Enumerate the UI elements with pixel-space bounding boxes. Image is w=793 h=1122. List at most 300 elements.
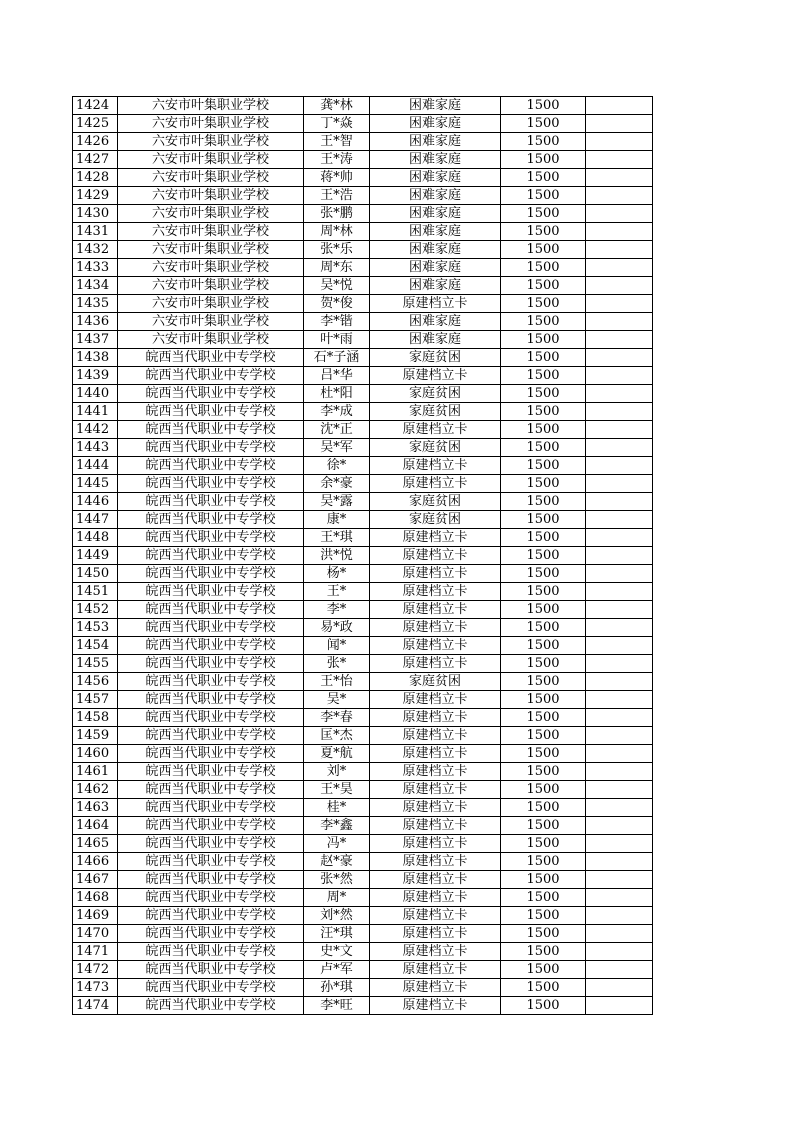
cell-amount: 1500: [501, 223, 586, 241]
cell-student-name: 李*鑫: [304, 817, 370, 835]
cell-student-name: 匡*杰: [304, 727, 370, 745]
table-row: [73, 529, 653, 547]
cell-school-name: 皖西当代职业中专学校: [118, 601, 304, 619]
cell-aid-category: 困难家庭: [370, 313, 501, 331]
cell-school-name: 皖西当代职业中专学校: [118, 457, 304, 475]
cell-school-name: 六安市叶集职业学校: [118, 259, 304, 277]
table-row: [73, 799, 653, 817]
cell-amount: 1500: [501, 313, 586, 331]
cell-amount: 1500: [501, 835, 586, 853]
cell-amount: 1500: [501, 745, 586, 763]
cell-amount: 1500: [501, 943, 586, 961]
table-row: [73, 295, 653, 313]
cell-aid-category: 原建档立卡: [370, 421, 501, 439]
cell-remark: [586, 403, 653, 421]
cell-aid-category: 困难家庭: [370, 277, 501, 295]
cell-student-name: 冯*: [304, 835, 370, 853]
cell-remark: [586, 223, 653, 241]
cell-amount: 1500: [501, 529, 586, 547]
cell-remark: [586, 709, 653, 727]
cell-amount: 1500: [501, 367, 586, 385]
cell-student-name: 石*子涵: [304, 349, 370, 367]
cell-amount: 1500: [501, 979, 586, 997]
cell-seq-number: 1465: [73, 835, 118, 853]
cell-amount: 1500: [501, 385, 586, 403]
cell-remark: [586, 961, 653, 979]
cell-remark: [586, 457, 653, 475]
cell-seq-number: 1467: [73, 871, 118, 889]
table-row: [73, 727, 653, 745]
cell-student-name: 贺*俊: [304, 295, 370, 313]
cell-aid-category: 原建档立卡: [370, 583, 501, 601]
cell-amount: 1500: [501, 925, 586, 943]
cell-student-name: 周*东: [304, 259, 370, 277]
cell-student-name: 王*浩: [304, 187, 370, 205]
cell-aid-category: 原建档立卡: [370, 367, 501, 385]
cell-seq-number: 1455: [73, 655, 118, 673]
cell-student-name: 李*旺: [304, 997, 370, 1015]
cell-school-name: 六安市叶集职业学校: [118, 97, 304, 115]
cell-school-name: 皖西当代职业中专学校: [118, 511, 304, 529]
table-body: [73, 97, 653, 1015]
cell-school-name: 皖西当代职业中专学校: [118, 475, 304, 493]
table-row: [73, 547, 653, 565]
cell-aid-category: 原建档立卡: [370, 547, 501, 565]
cell-amount: 1500: [501, 961, 586, 979]
cell-remark: [586, 439, 653, 457]
cell-aid-category: 家庭贫困: [370, 493, 501, 511]
cell-student-name: 王*怡: [304, 673, 370, 691]
cell-remark: [586, 727, 653, 745]
cell-remark: [586, 817, 653, 835]
cell-amount: 1500: [501, 781, 586, 799]
cell-school-name: 六安市叶集职业学校: [118, 133, 304, 151]
cell-school-name: 皖西当代职业中专学校: [118, 421, 304, 439]
cell-school-name: 皖西当代职业中专学校: [118, 853, 304, 871]
cell-student-name: 蒋*帅: [304, 169, 370, 187]
cell-seq-number: 1436: [73, 313, 118, 331]
cell-student-name: 刘*: [304, 763, 370, 781]
table-row: [73, 781, 653, 799]
cell-seq-number: 1471: [73, 943, 118, 961]
cell-student-name: 徐*: [304, 457, 370, 475]
cell-seq-number: 1448: [73, 529, 118, 547]
table-row: [73, 277, 653, 295]
cell-remark: [586, 925, 653, 943]
cell-school-name: 皖西当代职业中专学校: [118, 763, 304, 781]
cell-aid-category: 家庭贫困: [370, 403, 501, 421]
cell-amount: 1500: [501, 709, 586, 727]
cell-amount: 1500: [501, 295, 586, 313]
cell-aid-category: 困难家庭: [370, 115, 501, 133]
cell-aid-category: 原建档立卡: [370, 871, 501, 889]
table-row: [73, 205, 653, 223]
cell-amount: 1500: [501, 673, 586, 691]
table-row: [73, 763, 653, 781]
cell-seq-number: 1429: [73, 187, 118, 205]
cell-amount: 1500: [501, 817, 586, 835]
cell-student-name: 张*乐: [304, 241, 370, 259]
cell-remark: [586, 691, 653, 709]
cell-aid-category: 家庭贫困: [370, 673, 501, 691]
cell-student-name: 叶*雨: [304, 331, 370, 349]
cell-amount: 1500: [501, 655, 586, 673]
cell-aid-category: 困难家庭: [370, 331, 501, 349]
cell-amount: 1500: [501, 493, 586, 511]
cell-aid-category: 家庭贫困: [370, 385, 501, 403]
cell-amount: 1500: [501, 169, 586, 187]
cell-amount: 1500: [501, 349, 586, 367]
cell-remark: [586, 475, 653, 493]
cell-aid-category: 困难家庭: [370, 223, 501, 241]
cell-student-name: 龚*林: [304, 97, 370, 115]
table-row: [73, 97, 653, 115]
cell-seq-number: 1440: [73, 385, 118, 403]
cell-remark: [586, 979, 653, 997]
table-row: [73, 421, 653, 439]
cell-aid-category: 原建档立卡: [370, 979, 501, 997]
cell-seq-number: 1446: [73, 493, 118, 511]
table-row: [73, 817, 653, 835]
cell-remark: [586, 151, 653, 169]
cell-student-name: 桂*: [304, 799, 370, 817]
cell-school-name: 六安市叶集职业学校: [118, 295, 304, 313]
cell-student-name: 史*文: [304, 943, 370, 961]
cell-student-name: 吴*: [304, 691, 370, 709]
table-row: [73, 943, 653, 961]
table-row: [73, 835, 653, 853]
cell-seq-number: 1424: [73, 97, 118, 115]
cell-aid-category: 原建档立卡: [370, 997, 501, 1015]
cell-aid-category: 困难家庭: [370, 97, 501, 115]
cell-seq-number: 1453: [73, 619, 118, 637]
cell-amount: 1500: [501, 439, 586, 457]
cell-remark: [586, 259, 653, 277]
table-row: [73, 655, 653, 673]
cell-amount: 1500: [501, 583, 586, 601]
cell-remark: [586, 313, 653, 331]
cell-school-name: 皖西当代职业中专学校: [118, 943, 304, 961]
table-row: [73, 385, 653, 403]
cell-student-name: 卢*军: [304, 961, 370, 979]
table-row: [73, 691, 653, 709]
cell-seq-number: 1460: [73, 745, 118, 763]
cell-amount: 1500: [501, 637, 586, 655]
cell-seq-number: 1443: [73, 439, 118, 457]
cell-seq-number: 1425: [73, 115, 118, 133]
cell-school-name: 皖西当代职业中专学校: [118, 889, 304, 907]
cell-seq-number: 1452: [73, 601, 118, 619]
cell-student-name: 康*: [304, 511, 370, 529]
cell-seq-number: 1428: [73, 169, 118, 187]
cell-student-name: 余*豪: [304, 475, 370, 493]
table-row: [73, 115, 653, 133]
cell-amount: 1500: [501, 151, 586, 169]
cell-amount: 1500: [501, 241, 586, 259]
cell-student-name: 张*然: [304, 871, 370, 889]
cell-remark: [586, 205, 653, 223]
cell-remark: [586, 241, 653, 259]
cell-seq-number: 1449: [73, 547, 118, 565]
cell-remark: [586, 673, 653, 691]
cell-school-name: 六安市叶集职业学校: [118, 241, 304, 259]
cell-school-name: 六安市叶集职业学校: [118, 331, 304, 349]
table-row: [73, 565, 653, 583]
cell-aid-category: 原建档立卡: [370, 853, 501, 871]
cell-school-name: 皖西当代职业中专学校: [118, 403, 304, 421]
cell-remark: [586, 187, 653, 205]
cell-school-name: 皖西当代职业中专学校: [118, 655, 304, 673]
cell-seq-number: 1433: [73, 259, 118, 277]
cell-seq-number: 1445: [73, 475, 118, 493]
table-row: [73, 367, 653, 385]
table-row: [73, 583, 653, 601]
cell-seq-number: 1458: [73, 709, 118, 727]
cell-amount: 1500: [501, 619, 586, 637]
cell-student-name: 李*锴: [304, 313, 370, 331]
cell-school-name: 皖西当代职业中专学校: [118, 979, 304, 997]
cell-school-name: 六安市叶集职业学校: [118, 205, 304, 223]
cell-seq-number: 1431: [73, 223, 118, 241]
cell-amount: 1500: [501, 457, 586, 475]
cell-aid-category: 原建档立卡: [370, 601, 501, 619]
cell-aid-category: 困难家庭: [370, 259, 501, 277]
cell-remark: [586, 331, 653, 349]
table-row: [73, 439, 653, 457]
cell-remark: [586, 655, 653, 673]
cell-remark: [586, 511, 653, 529]
cell-student-name: 张*: [304, 655, 370, 673]
table-row: [73, 601, 653, 619]
cell-student-name: 孙*琪: [304, 979, 370, 997]
table-row: [73, 745, 653, 763]
table-row: [73, 223, 653, 241]
cell-seq-number: 1461: [73, 763, 118, 781]
cell-school-name: 皖西当代职业中专学校: [118, 439, 304, 457]
cell-amount: 1500: [501, 421, 586, 439]
cell-seq-number: 1447: [73, 511, 118, 529]
cell-school-name: 皖西当代职业中专学校: [118, 385, 304, 403]
cell-remark: [586, 115, 653, 133]
cell-student-name: 刘*然: [304, 907, 370, 925]
cell-amount: 1500: [501, 277, 586, 295]
table-row: [73, 709, 653, 727]
cell-seq-number: 1432: [73, 241, 118, 259]
cell-aid-category: 原建档立卡: [370, 889, 501, 907]
cell-remark: [586, 619, 653, 637]
cell-aid-category: 原建档立卡: [370, 529, 501, 547]
cell-school-name: 皖西当代职业中专学校: [118, 835, 304, 853]
cell-amount: 1500: [501, 997, 586, 1015]
cell-student-name: 杨*: [304, 565, 370, 583]
cell-amount: 1500: [501, 205, 586, 223]
cell-school-name: 皖西当代职业中专学校: [118, 745, 304, 763]
cell-aid-category: 原建档立卡: [370, 925, 501, 943]
cell-remark: [586, 133, 653, 151]
cell-school-name: 六安市叶集职业学校: [118, 277, 304, 295]
cell-seq-number: 1438: [73, 349, 118, 367]
cell-remark: [586, 907, 653, 925]
cell-amount: 1500: [501, 727, 586, 745]
cell-school-name: 皖西当代职业中专学校: [118, 961, 304, 979]
cell-seq-number: 1463: [73, 799, 118, 817]
cell-seq-number: 1442: [73, 421, 118, 439]
cell-school-name: 皖西当代职业中专学校: [118, 367, 304, 385]
table-row: [73, 313, 653, 331]
cell-school-name: 皖西当代职业中专学校: [118, 799, 304, 817]
cell-aid-category: 原建档立卡: [370, 745, 501, 763]
cell-student-name: 汪*琪: [304, 925, 370, 943]
cell-aid-category: 原建档立卡: [370, 835, 501, 853]
cell-seq-number: 1470: [73, 925, 118, 943]
cell-school-name: 皖西当代职业中专学校: [118, 817, 304, 835]
cell-seq-number: 1466: [73, 853, 118, 871]
cell-amount: 1500: [501, 511, 586, 529]
cell-school-name: 皖西当代职业中专学校: [118, 925, 304, 943]
cell-aid-category: 困难家庭: [370, 169, 501, 187]
table-row: [73, 493, 653, 511]
cell-amount: 1500: [501, 115, 586, 133]
cell-seq-number: 1434: [73, 277, 118, 295]
cell-amount: 1500: [501, 601, 586, 619]
cell-aid-category: 原建档立卡: [370, 457, 501, 475]
cell-student-name: 洪*悦: [304, 547, 370, 565]
cell-amount: 1500: [501, 547, 586, 565]
cell-student-name: 李*: [304, 601, 370, 619]
cell-aid-category: 困难家庭: [370, 205, 501, 223]
cell-remark: [586, 277, 653, 295]
cell-student-name: 杜*阳: [304, 385, 370, 403]
cell-school-name: 皖西当代职业中专学校: [118, 709, 304, 727]
table-row: [73, 637, 653, 655]
cell-school-name: 六安市叶集职业学校: [118, 169, 304, 187]
cell-amount: 1500: [501, 889, 586, 907]
cell-school-name: 皖西当代职业中专学校: [118, 871, 304, 889]
cell-remark: [586, 781, 653, 799]
cell-remark: [586, 637, 653, 655]
cell-amount: 1500: [501, 907, 586, 925]
cell-school-name: 六安市叶集职业学校: [118, 223, 304, 241]
cell-remark: [586, 835, 653, 853]
cell-student-name: 王*琪: [304, 529, 370, 547]
cell-student-name: 周*林: [304, 223, 370, 241]
cell-aid-category: 家庭贫困: [370, 511, 501, 529]
cell-seq-number: 1473: [73, 979, 118, 997]
cell-student-name: 丁*焱: [304, 115, 370, 133]
cell-student-name: 张*鹏: [304, 205, 370, 223]
cell-amount: 1500: [501, 475, 586, 493]
cell-student-name: 王*昊: [304, 781, 370, 799]
table-row: [73, 403, 653, 421]
table-row: [73, 259, 653, 277]
cell-remark: [586, 295, 653, 313]
cell-student-name: 李*成: [304, 403, 370, 421]
cell-student-name: 沈*正: [304, 421, 370, 439]
cell-school-name: 六安市叶集职业学校: [118, 115, 304, 133]
cell-seq-number: 1451: [73, 583, 118, 601]
cell-student-name: 吴*露: [304, 493, 370, 511]
cell-seq-number: 1439: [73, 367, 118, 385]
cell-seq-number: 1426: [73, 133, 118, 151]
cell-aid-category: 原建档立卡: [370, 727, 501, 745]
cell-amount: 1500: [501, 871, 586, 889]
cell-school-name: 皖西当代职业中专学校: [118, 493, 304, 511]
cell-school-name: 皖西当代职业中专学校: [118, 997, 304, 1015]
table-row: [73, 169, 653, 187]
cell-student-name: 吴*军: [304, 439, 370, 457]
cell-seq-number: 1472: [73, 961, 118, 979]
cell-remark: [586, 349, 653, 367]
cell-aid-category: 原建档立卡: [370, 961, 501, 979]
cell-school-name: 皖西当代职业中专学校: [118, 637, 304, 655]
cell-seq-number: 1444: [73, 457, 118, 475]
cell-school-name: 六安市叶集职业学校: [118, 187, 304, 205]
cell-remark: [586, 745, 653, 763]
cell-school-name: 六安市叶集职业学校: [118, 151, 304, 169]
cell-remark: [586, 889, 653, 907]
table-row: [73, 151, 653, 169]
cell-amount: 1500: [501, 853, 586, 871]
cell-seq-number: 1474: [73, 997, 118, 1015]
table-row: [73, 187, 653, 205]
student-subsidy-table: [72, 96, 653, 1015]
cell-seq-number: 1457: [73, 691, 118, 709]
cell-school-name: 六安市叶集职业学校: [118, 313, 304, 331]
table-row: [73, 889, 653, 907]
cell-aid-category: 原建档立卡: [370, 943, 501, 961]
cell-school-name: 皖西当代职业中专学校: [118, 547, 304, 565]
cell-school-name: 皖西当代职业中专学校: [118, 691, 304, 709]
cell-school-name: 皖西当代职业中专学校: [118, 619, 304, 637]
cell-seq-number: 1459: [73, 727, 118, 745]
table-row: [73, 349, 653, 367]
cell-school-name: 皖西当代职业中专学校: [118, 673, 304, 691]
table-row: [73, 925, 653, 943]
cell-seq-number: 1468: [73, 889, 118, 907]
cell-remark: [586, 871, 653, 889]
cell-remark: [586, 601, 653, 619]
cell-school-name: 皖西当代职业中专学校: [118, 565, 304, 583]
cell-school-name: 皖西当代职业中专学校: [118, 583, 304, 601]
cell-aid-category: 原建档立卡: [370, 691, 501, 709]
cell-aid-category: 原建档立卡: [370, 781, 501, 799]
cell-aid-category: 家庭贫困: [370, 349, 501, 367]
table-row: [73, 871, 653, 889]
cell-seq-number: 1454: [73, 637, 118, 655]
cell-amount: 1500: [501, 691, 586, 709]
cell-amount: 1500: [501, 97, 586, 115]
table-row: [73, 331, 653, 349]
cell-remark: [586, 529, 653, 547]
cell-remark: [586, 583, 653, 601]
cell-remark: [586, 169, 653, 187]
cell-aid-category: 原建档立卡: [370, 619, 501, 637]
table-row: [73, 133, 653, 151]
table-row: [73, 979, 653, 997]
cell-school-name: 皖西当代职业中专学校: [118, 349, 304, 367]
cell-amount: 1500: [501, 331, 586, 349]
cell-remark: [586, 997, 653, 1015]
cell-remark: [586, 367, 653, 385]
cell-aid-category: 原建档立卡: [370, 799, 501, 817]
cell-school-name: 皖西当代职业中专学校: [118, 907, 304, 925]
cell-student-name: 李*春: [304, 709, 370, 727]
cell-remark: [586, 421, 653, 439]
cell-student-name: 王*涛: [304, 151, 370, 169]
cell-seq-number: 1462: [73, 781, 118, 799]
cell-seq-number: 1469: [73, 907, 118, 925]
cell-school-name: 皖西当代职业中专学校: [118, 727, 304, 745]
